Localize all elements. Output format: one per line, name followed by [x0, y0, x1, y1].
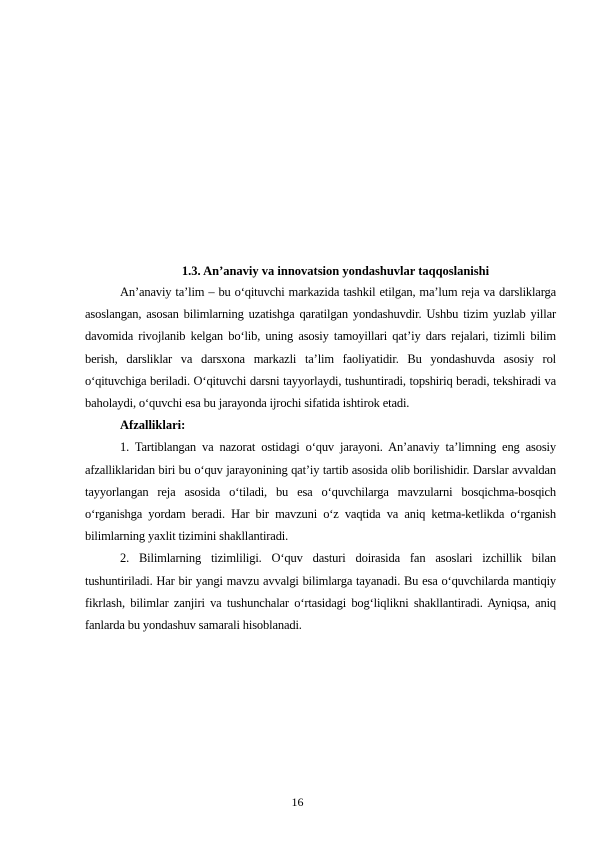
- page-content: [85, 261, 556, 636]
- advantages-heading: Afzalliklari:: [120, 418, 186, 433]
- advantage-paragraph-1: 1. Tartiblangan va nazorat ostidagi o‘quv jarayoni. An’anaviy ta’limning eng asosiy afzalliklaridan biri bu o‘quv jarayonining qat’iy tartib asosida olib borilishidir. Darslar avvaldan tayyorlangan reja asosida o‘tiladi, bu esa o‘quvchilarga mavzularni bosqichma-bosqich o‘rganishga yordam beradi. Har bir mavzuni o‘z vaqtida va aniq ketma-ketlikda o‘rganish bilimlarning yaxlit tizimini shakllantiradi.: [85, 440, 556, 544]
- intro-paragraph: An’anaviy ta’lim – bu o‘qituvchi markazida tashkil etilgan, ma’lum reja va darsliklarga asoslangan, asosan bilimlarning uzatishga qaratilgan yondashuvdir. Ushbu tizim yuzlab yillar davomida rivojlanib kelgan bo‘lib, uning asosiy tamoyillari qat’iy dars rejalari, tizimli bilim berish, darsliklar va darsxona markazli ta’lim faoliyatidir. Bu yondashuvda asosiy rol o‘qituvchiga beriladi. O‘qituvchi darsni tayyorlaydi, tushuntiradi, topshiriq beradi, tekshiradi va baholaydi, o‘quvchi esa bu jarayonda ijrochi sifatida ishtirok etadi.: [85, 285, 556, 411]
- section-heading: 1.3. An’anaviy va innovatsion yondashuvlar taqqoslanishi: [181, 264, 490, 278]
- page-number: 16: [291, 795, 304, 809]
- advantage-paragraph-2: 2. Bilimlarning tizimliligi. O‘quv dasturi doirasida fan asoslari izchillik bilan tushuntiriladi. Har bir yangi mavzu avvalgi bilimlarga tayanadi. Bu esa o‘quvchilarda mantiqiy fikrlash, bilimlar zanjiri va tushunchalar o‘rtasidagi bog‘liqlikni shakllantiradi. Ayniqsa, aniq fanlarda bu yondashuv samarali hisoblanadi.: [85, 551, 556, 633]
